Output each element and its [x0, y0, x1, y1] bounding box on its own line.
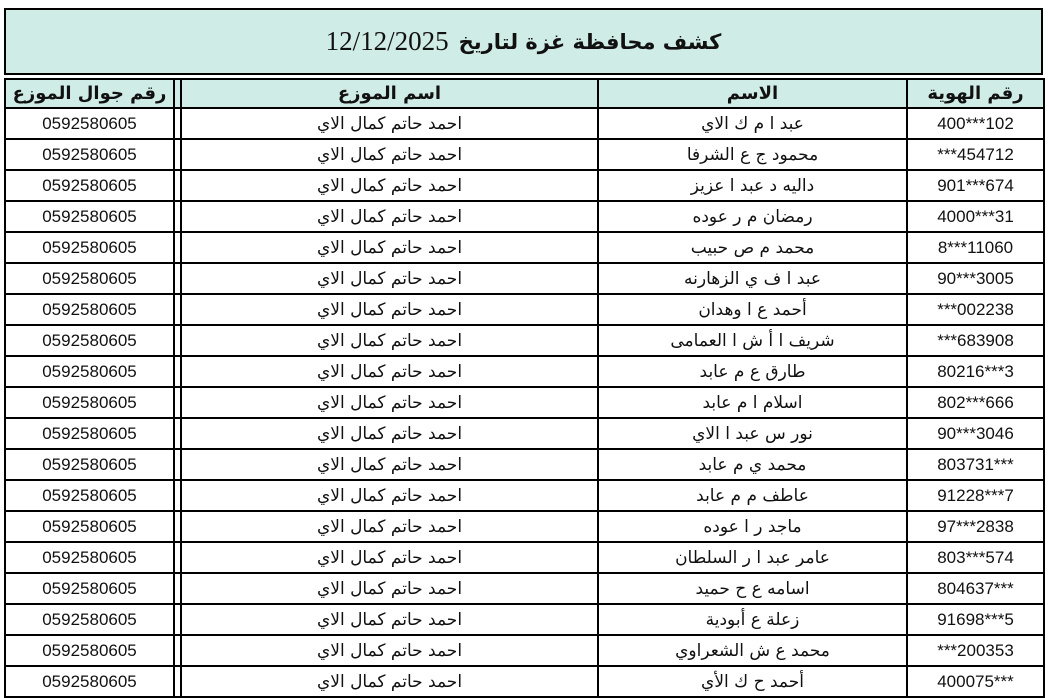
cell-distributor-name: احمد حاتم كمال الاي: [181, 480, 598, 511]
cell-distributor-name: احمد حاتم كمال الاي: [181, 449, 598, 480]
cell-beneficiary-name: زعلة ع أبودية: [598, 604, 907, 635]
cell-id-number: ***200353: [907, 635, 1044, 666]
cell-spacer: [174, 356, 181, 387]
cell-spacer: [174, 604, 181, 635]
cell-distributor-name: احمد حاتم كمال الاي: [181, 356, 598, 387]
cell-beneficiary-name: عبد ا ف ي الزهارنه: [598, 263, 907, 294]
cell-distributor-phone: 0592580605: [5, 604, 174, 635]
cell-beneficiary-name: محمد م ص حبيب: [598, 232, 907, 263]
cell-beneficiary-name: رمضان م ر عوده: [598, 201, 907, 232]
cell-distributor-name: احمد حاتم كمال الاي: [181, 325, 598, 356]
cell-id-number: 400***102: [907, 108, 1044, 139]
distribution-table: [4, 78, 1045, 698]
cell-beneficiary-name: داليه د عبد ا عزيز: [598, 170, 907, 201]
table-row: [5, 232, 1044, 263]
cell-id-number: ***454712: [907, 139, 1044, 170]
cell-distributor-name: احمد حاتم كمال الاي: [181, 294, 598, 325]
cell-distributor-phone: 0592580605: [5, 573, 174, 604]
cell-distributor-name: احمد حاتم كمال الاي: [181, 108, 598, 139]
cell-distributor-name: احمد حاتم كمال الاي: [181, 604, 598, 635]
table-body: [5, 108, 1044, 697]
cell-distributor-name: احمد حاتم كمال الاي: [181, 511, 598, 542]
cell-id-number: 80216***3: [907, 356, 1044, 387]
cell-distributor-phone: 0592580605: [5, 263, 174, 294]
column-header-spacer: [174, 79, 181, 108]
cell-id-number: 91228***7: [907, 480, 1044, 511]
cell-distributor-phone: 0592580605: [5, 635, 174, 666]
cell-spacer: [174, 573, 181, 604]
cell-distributor-phone: 0592580605: [5, 201, 174, 232]
cell-id-number: 97***2838: [907, 511, 1044, 542]
cell-distributor-name: احمد حاتم كمال الاي: [181, 170, 598, 201]
cell-beneficiary-name: اسامه ع ح حميد: [598, 573, 907, 604]
cell-distributor-name: احمد حاتم كمال الاي: [181, 201, 598, 232]
cell-beneficiary-name: عاطف م م عابد: [598, 480, 907, 511]
cell-distributor-name: احمد حاتم كمال الاي: [181, 542, 598, 573]
cell-id-number: 8***11060: [907, 232, 1044, 263]
cell-distributor-name: احمد حاتم كمال الاي: [181, 263, 598, 294]
cell-spacer: [174, 108, 181, 139]
cell-spacer: [174, 449, 181, 480]
cell-beneficiary-name: محمد ع ش الشعراوي: [598, 635, 907, 666]
table-row: [5, 480, 1044, 511]
cell-id-number: 803***574: [907, 542, 1044, 573]
cell-id-number: 802***666: [907, 387, 1044, 418]
cell-id-number: 400075***: [907, 666, 1044, 697]
table-row: [5, 387, 1044, 418]
cell-distributor-phone: 0592580605: [5, 139, 174, 170]
table-row: [5, 542, 1044, 573]
cell-spacer: [174, 542, 181, 573]
table-row: [5, 511, 1044, 542]
cell-id-number: 4000***31: [907, 201, 1044, 232]
table-row: [5, 263, 1044, 294]
cell-spacer: [174, 201, 181, 232]
cell-beneficiary-name: نور س عبد ا الاي: [598, 418, 907, 449]
cell-beneficiary-name: محمود ج ع الشرفا: [598, 139, 907, 170]
table-row: [5, 201, 1044, 232]
cell-spacer: [174, 263, 181, 294]
cell-spacer: [174, 325, 181, 356]
cell-distributor-phone: 0592580605: [5, 387, 174, 418]
cell-distributor-phone: 0592580605: [5, 325, 174, 356]
cell-id-number: 804637***: [907, 573, 1044, 604]
cell-beneficiary-name: عامر عبد ا ر السلطان: [598, 542, 907, 573]
cell-id-number: 901***674: [907, 170, 1044, 201]
cell-distributor-phone: 0592580605: [5, 294, 174, 325]
cell-spacer: [174, 511, 181, 542]
cell-id-number: 90***3046: [907, 418, 1044, 449]
cell-distributor-phone: 0592580605: [5, 666, 174, 697]
report-title-bar: [4, 8, 1043, 75]
table-row: [5, 449, 1044, 480]
table-header: [5, 79, 1044, 108]
cell-spacer: [174, 170, 181, 201]
report-sheet: [4, 8, 1043, 698]
cell-distributor-phone: 0592580605: [5, 356, 174, 387]
cell-distributor-name: احمد حاتم كمال الاي: [181, 635, 598, 666]
cell-beneficiary-name: أحمد ع ا وهدان: [598, 294, 907, 325]
cell-distributor-phone: 0592580605: [5, 542, 174, 573]
cell-beneficiary-name: طارق ع م عابد: [598, 356, 907, 387]
table-row: [5, 294, 1044, 325]
cell-id-number: ***683908: [907, 325, 1044, 356]
cell-distributor-name: احمد حاتم كمال الاي: [181, 573, 598, 604]
cell-id-number: 91698***5: [907, 604, 1044, 635]
cell-beneficiary-name: أحمد ح ك الأي: [598, 666, 907, 697]
cell-distributor-phone: 0592580605: [5, 232, 174, 263]
cell-beneficiary-name: محمد ي م عابد: [598, 449, 907, 480]
table-row: [5, 325, 1044, 356]
cell-distributor-phone: 0592580605: [5, 418, 174, 449]
cell-distributor-phone: 0592580605: [5, 108, 174, 139]
column-header-name: الاسم: [598, 79, 907, 108]
cell-spacer: [174, 139, 181, 170]
table-row: [5, 139, 1044, 170]
cell-spacer: [174, 387, 181, 418]
cell-distributor-name: احمد حاتم كمال الاي: [181, 387, 598, 418]
table-row: [5, 573, 1044, 604]
cell-distributor-name: احمد حاتم كمال الاي: [181, 666, 598, 697]
cell-spacer: [174, 418, 181, 449]
cell-distributor-phone: 0592580605: [5, 511, 174, 542]
cell-distributor-phone: 0592580605: [5, 170, 174, 201]
cell-spacer: [174, 480, 181, 511]
table-row: [5, 604, 1044, 635]
cell-distributor-phone: 0592580605: [5, 449, 174, 480]
cell-distributor-phone: 0592580605: [5, 480, 174, 511]
cell-beneficiary-name: عبد ا م ك الاي: [598, 108, 907, 139]
table-row: [5, 108, 1044, 139]
table-header-row: [5, 79, 1044, 108]
report-title-date: 12/12/2025: [325, 26, 449, 56]
cell-spacer: [174, 635, 181, 666]
cell-distributor-name: احمد حاتم كمال الاي: [181, 139, 598, 170]
cell-distributor-name: احمد حاتم كمال الاي: [181, 232, 598, 263]
table-row: [5, 170, 1044, 201]
cell-spacer: [174, 232, 181, 263]
column-header-phone: رقم جوال الموزع: [5, 79, 174, 108]
cell-beneficiary-name: اسلام ا م عابد: [598, 387, 907, 418]
cell-spacer: [174, 294, 181, 325]
cell-id-number: ***002238: [907, 294, 1044, 325]
cell-distributor-name: احمد حاتم كمال الاي: [181, 418, 598, 449]
column-header-distributor: اسم الموزع: [181, 79, 598, 108]
report-title-text: كشف محافظة غزة لتاريخ: [458, 29, 722, 54]
cell-id-number: 803731***: [907, 449, 1044, 480]
cell-beneficiary-name: ماجد ر ا عوده: [598, 511, 907, 542]
cell-id-number: 90***3005: [907, 263, 1044, 294]
table-row: [5, 356, 1044, 387]
table-row: [5, 418, 1044, 449]
column-header-id: رقم الهوية: [907, 79, 1044, 108]
table-row: [5, 635, 1044, 666]
cell-beneficiary-name: شريف ا أ ش ا العمامى: [598, 325, 907, 356]
